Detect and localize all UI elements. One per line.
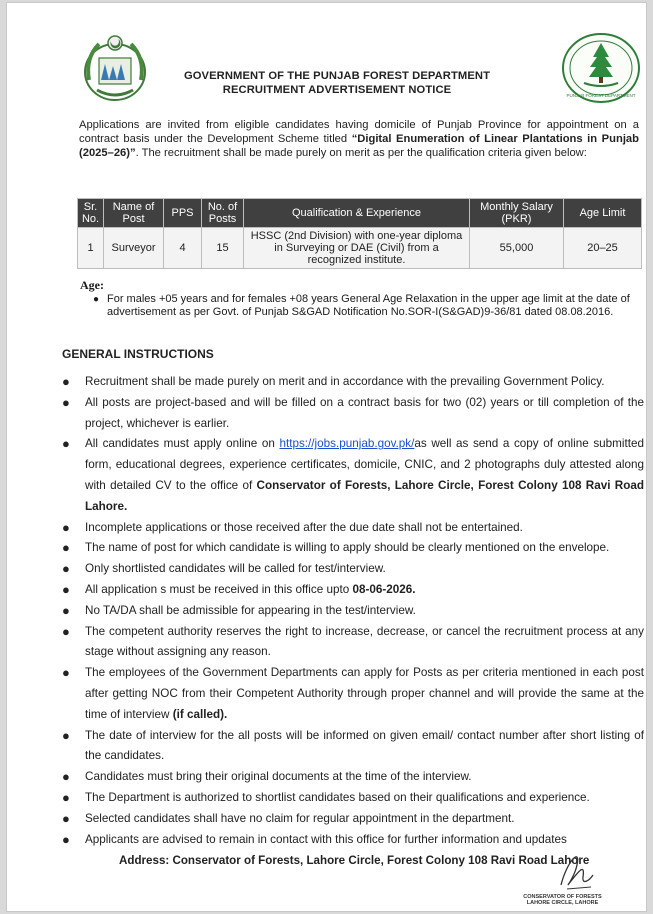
bullet-icon: ● [62, 581, 70, 597]
bullet-icon: ● [62, 561, 70, 577]
list-item: ● The competent authority reserves the right to increase, decrease, or cancel the recruitment process at any stage without assigning any reason. [62, 623, 644, 659]
cell-salary: 55,000 [470, 228, 564, 269]
list-item: ● Applicants are advised to remain in contact with this office for further information and updates [60, 830, 644, 851]
scheme-title: “Digital Enumeration of Linear Plantations in Punjab (2025–26)” [79, 133, 639, 159]
due-date: 08-06-2026. [352, 582, 416, 596]
office-address-bold: Conservator of Forests, Lahore Circle, Forest Colony 108 Ravi Road Lahore. [85, 478, 645, 513]
punjab-forest-department-emblem-icon [560, 31, 642, 105]
cell-post-name: Surveyor [104, 228, 164, 269]
list-item: ● Only shortlisted candidates will be called for test/interview. [60, 559, 644, 580]
bullet-icon: ● [62, 810, 70, 826]
intro-paragraph: Applications are invited from eligible candidates having domicile of Punjab Province for appointment on a contract basis under the Development Scheme titled “Digital Enumeration of Linear Plantations in Punjab (2025–26)”. The recruitment shall be made purely on merit as per the qualification criteria given below: [79, 119, 639, 159]
cell-pps: 4 [164, 228, 202, 269]
list-item: ● All application s must be received in this office upto 08-06-2026. [60, 580, 644, 601]
if-called-note: (if called). [172, 707, 228, 721]
department-title: GOVERNMENT OF THE PUNJAB FOREST DEPARTMENT [183, 70, 491, 82]
signature-icon [547, 841, 607, 901]
list-item: ● Recruitment shall be made purely on merit and in accordance with the prevailing Government Policy. [60, 372, 644, 393]
punjab-government-crest-icon [75, 28, 155, 108]
bullet-icon: ● [93, 294, 100, 305]
cell-age-limit: 20–25 [564, 228, 642, 269]
bullet-icon: ● [62, 519, 70, 535]
list-item: ● No TA/DA shall be admissible for appearing in the test/interview. [60, 601, 644, 622]
office-address: Address: Conservator of Forests, Lahore Circle, Forest Colony 108 Ravi Road Lahore [119, 854, 590, 867]
emblem-text: PUNJAB FOREST DEPARTMENT [566, 93, 636, 98]
list-item: ● The name of post for which candidate is willing to apply should be clearly mentioned on the envelope. [60, 538, 644, 559]
notice-title: RECRUITMENT ADVERTISEMENT NOTICE [222, 84, 452, 96]
header-age-limit: Age Limit [564, 199, 642, 228]
header-sr: Sr. No. [78, 199, 104, 228]
qualification-criteria-table [77, 198, 642, 269]
bullet-icon: ● [62, 623, 70, 639]
age-label: Age: [80, 278, 104, 292]
official-stamp: CONSERVATOR OF FORESTS LAHORE CIRCLE, LAHORE [523, 894, 602, 906]
table-header-row [78, 199, 642, 228]
bullet-icon: ● [62, 394, 70, 410]
list-item: ● All candidates must apply online on https://jobs.punjab.gov.pk/as well as send a copy of online submitted form, educational degrees, experience certificates, domicile, CNIC, and 2 photographs duly attested along with detailed CV to the office of Conservator of Forests, Lahore Circle, Forest Colony 108 Ravi Road Lahore. [62, 436, 645, 513]
bullet-icon: ● [62, 602, 70, 618]
table-row [78, 228, 642, 269]
bullet-icon: ● [62, 831, 70, 847]
list-item: ● Selected candidates shall have no claim for regular appointment in the department. [60, 809, 644, 830]
bullet-icon: ● [62, 665, 70, 681]
jobs-portal-link[interactable]: https://jobs.punjab.gov.pk/ [279, 437, 415, 451]
list-item: ● All posts are project-based and will be filled on a contract basis for two (02) years or till completion of the project, whichever is earlier. [62, 394, 644, 430]
instructions-list [60, 372, 644, 850]
list-item: ● Incomplete applications or those received after the due date shall not be entertained. [60, 518, 644, 539]
general-instructions-heading: GENERAL INSTRUCTIONS [62, 347, 214, 361]
header-post-name: Name of Post [104, 199, 164, 228]
bullet-icon: ● [62, 540, 70, 556]
bullet-icon: ● [62, 374, 70, 389]
list-item: ● Candidates must bring their original documents at the time of the interview. [60, 767, 644, 788]
advertisement-page [6, 2, 647, 912]
bullet-icon: ● [62, 727, 70, 743]
bullet-icon: ● [62, 769, 70, 785]
bullet-icon: ● [62, 789, 70, 805]
age-relaxation-note: ● For males +05 years and for females +08 years General Age Relaxation in the upper age limit at the date of advertisement as per Govt. of Punjab S&GAD Notification No.SOR-I(S&GAD)9-36/81 dated 08.08.2016. [93, 293, 630, 318]
header-salary: Monthly Salary (PKR) [470, 199, 564, 228]
list-item: ● The date of interview for the all posts will be informed on given email/ contact number after short listing of the candidates. [62, 727, 644, 763]
list-item: ● The Department is authorized to shortlist candidates based on their qualifications and experience. [60, 788, 644, 809]
header-pps: PPS [164, 199, 202, 228]
list-item: ● The employees of the Government Departments can apply for Posts as per criteria mentioned in each post after getting NOC from their Competent Authority through proper channel and will provide the same at the time of interview (if called). [62, 665, 644, 721]
header-posts: No. of Posts [202, 199, 244, 228]
cell-sr: 1 [78, 228, 104, 269]
bullet-icon: ● [62, 436, 70, 452]
cell-posts: 15 [202, 228, 244, 269]
cell-qualification: HSSC (2nd Division) with one-year diploma in Surveying or DAE (Civil) from a recognized institute. [244, 228, 470, 269]
header-qualification: Qualification & Experience [244, 199, 470, 228]
